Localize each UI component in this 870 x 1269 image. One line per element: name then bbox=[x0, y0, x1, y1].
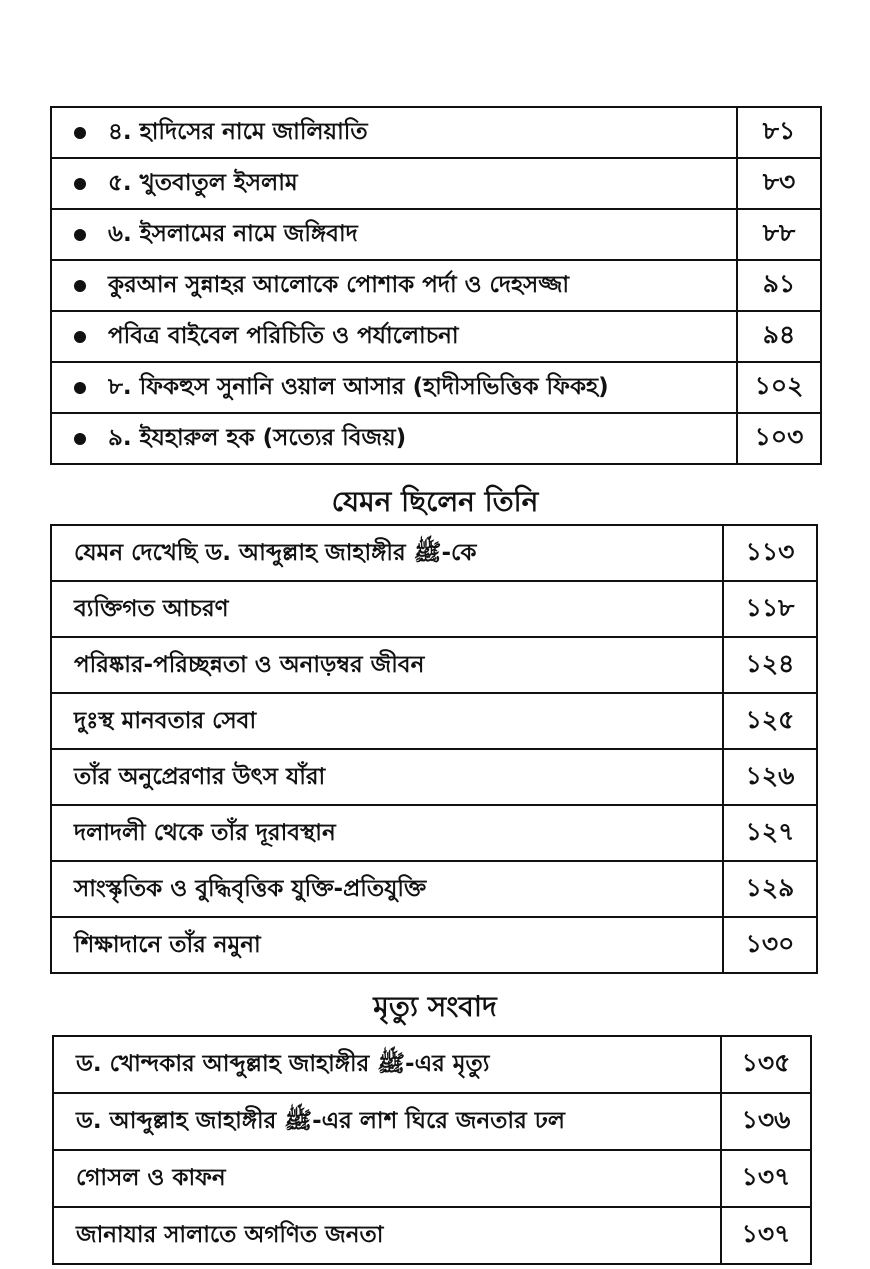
table-row bbox=[53, 1207, 811, 1264]
bullet-icon bbox=[74, 127, 86, 139]
toc-entry-title bbox=[51, 260, 737, 311]
entry-text: ৫. খুতবাতুল ইসলাম bbox=[108, 170, 298, 196]
page-number: ১২৬ bbox=[723, 749, 817, 805]
table-row bbox=[51, 413, 821, 464]
bullet-icon bbox=[74, 229, 86, 241]
page-number: ১৩৭ bbox=[721, 1150, 811, 1207]
toc-entry-title: পরিষ্কার-পরিচ্ছন্নতা ও অনাড়ম্বর জীবন bbox=[51, 637, 723, 693]
page-number: ১২৯ bbox=[723, 861, 817, 917]
toc-entry-title: সাংস্কৃতিক ও বুদ্ধিবৃত্তিক যুক্তি-প্রতিযুক্তি bbox=[51, 861, 723, 917]
toc-entry-title: ব্যক্তিগত আচরণ bbox=[51, 581, 723, 637]
bullet-icon bbox=[74, 178, 86, 190]
toc-entry-title: ড. খোন্দকার আব্দুল্লাহ জাহাঙ্গীর ﷺ-এর মৃত্যু bbox=[53, 1036, 721, 1093]
page-number: ৮৮ bbox=[737, 209, 821, 260]
toc-entry-title: জানাযার সালাতে অগণিত জনতা bbox=[53, 1207, 721, 1264]
table-row bbox=[51, 525, 817, 581]
page-number: ১৩৬ bbox=[721, 1093, 811, 1150]
toc-table-death-news bbox=[52, 1035, 812, 1265]
toc-entry-title bbox=[51, 362, 737, 413]
table-row bbox=[51, 861, 817, 917]
toc-entry-title: গোসল ও কাফন bbox=[53, 1150, 721, 1207]
toc-entry-title bbox=[51, 311, 737, 362]
toc-entry-title: শিক্ষাদানে তাঁর নমুনা bbox=[51, 917, 723, 973]
entry-text: ৬. ইসলামের নামে জঙ্গিবাদ bbox=[108, 221, 358, 247]
page-number: ৯১ bbox=[737, 260, 821, 311]
table-row bbox=[51, 158, 821, 209]
table-row bbox=[51, 805, 817, 861]
entry-text: কুরআন সুন্নাহর আলোকে পোশাক পর্দা ও দেহসজ্জা bbox=[108, 272, 570, 298]
table-row bbox=[51, 107, 821, 158]
toc-table-biography bbox=[50, 524, 818, 974]
toc-entry-title bbox=[51, 158, 737, 209]
page-number: ১২৪ bbox=[723, 637, 817, 693]
table-row bbox=[53, 1150, 811, 1207]
page-number: ১১৩ bbox=[723, 525, 817, 581]
toc-entry-title: দলাদলী থেকে তাঁর দূরাবস্থান bbox=[51, 805, 723, 861]
table-row bbox=[51, 311, 821, 362]
bullet-icon bbox=[74, 280, 86, 292]
bullet-icon bbox=[74, 382, 86, 394]
table-row bbox=[51, 749, 817, 805]
toc-entry-title: ড. আব্দুল্লাহ জাহাঙ্গীর ﷺ-এর লাশ ঘিরে জনতার ঢল bbox=[53, 1093, 721, 1150]
page-number: ১২৫ bbox=[723, 693, 817, 749]
table-row bbox=[51, 693, 817, 749]
table-row bbox=[51, 581, 817, 637]
section-heading: মৃত্যু সংবাদ bbox=[373, 990, 497, 1023]
toc-table-books bbox=[50, 106, 822, 465]
page-number: ১৩৭ bbox=[721, 1207, 811, 1264]
page-number: ৮৩ bbox=[737, 158, 821, 209]
page-number: ১২৭ bbox=[723, 805, 817, 861]
table-row bbox=[53, 1093, 811, 1150]
entry-text: ৪. হাদিসের নামে জালিয়াতি bbox=[108, 119, 368, 145]
table-row bbox=[53, 1036, 811, 1093]
section-heading: যেমন ছিলেন তিনি bbox=[331, 485, 539, 518]
bullet-icon bbox=[74, 331, 86, 343]
toc-entry-title: যেমন দেখেছি ড. আব্দুল্লাহ জাহাঙ্গীর ﷺ-কে bbox=[51, 525, 723, 581]
entry-text: ৯. ইযহারুল হক (সত্যের বিজয়) bbox=[108, 425, 407, 451]
page-number: ১৩৫ bbox=[721, 1036, 811, 1093]
table-row bbox=[51, 260, 821, 311]
table-row bbox=[51, 917, 817, 973]
bullet-icon bbox=[74, 433, 86, 445]
table-row bbox=[51, 637, 817, 693]
toc-entry-title: তাঁর অনুপ্রেরণার উৎস যাঁরা bbox=[51, 749, 723, 805]
page-number: ৯৪ bbox=[737, 311, 821, 362]
page-number: ১১৮ bbox=[723, 581, 817, 637]
page-number: ৮১ bbox=[737, 107, 821, 158]
entry-text: পবিত্র বাইবেল পরিচিতি ও পর্যালোচনা bbox=[108, 323, 459, 349]
table-row bbox=[51, 362, 821, 413]
page-number: ১০২ bbox=[737, 362, 821, 413]
toc-entry-title bbox=[51, 107, 737, 158]
entry-text: ৮. ফিকহুস সুনানি ওয়াল আসার (হাদীসভিত্তিক ফিকহ) bbox=[108, 374, 609, 400]
table-row bbox=[51, 209, 821, 260]
page-number: ১৩০ bbox=[723, 917, 817, 973]
toc-entry-title bbox=[51, 209, 737, 260]
toc-entry-title: দুঃস্থ মানবতার সেবা bbox=[51, 693, 723, 749]
page-number: ১০৩ bbox=[737, 413, 821, 464]
toc-entry-title bbox=[51, 413, 737, 464]
